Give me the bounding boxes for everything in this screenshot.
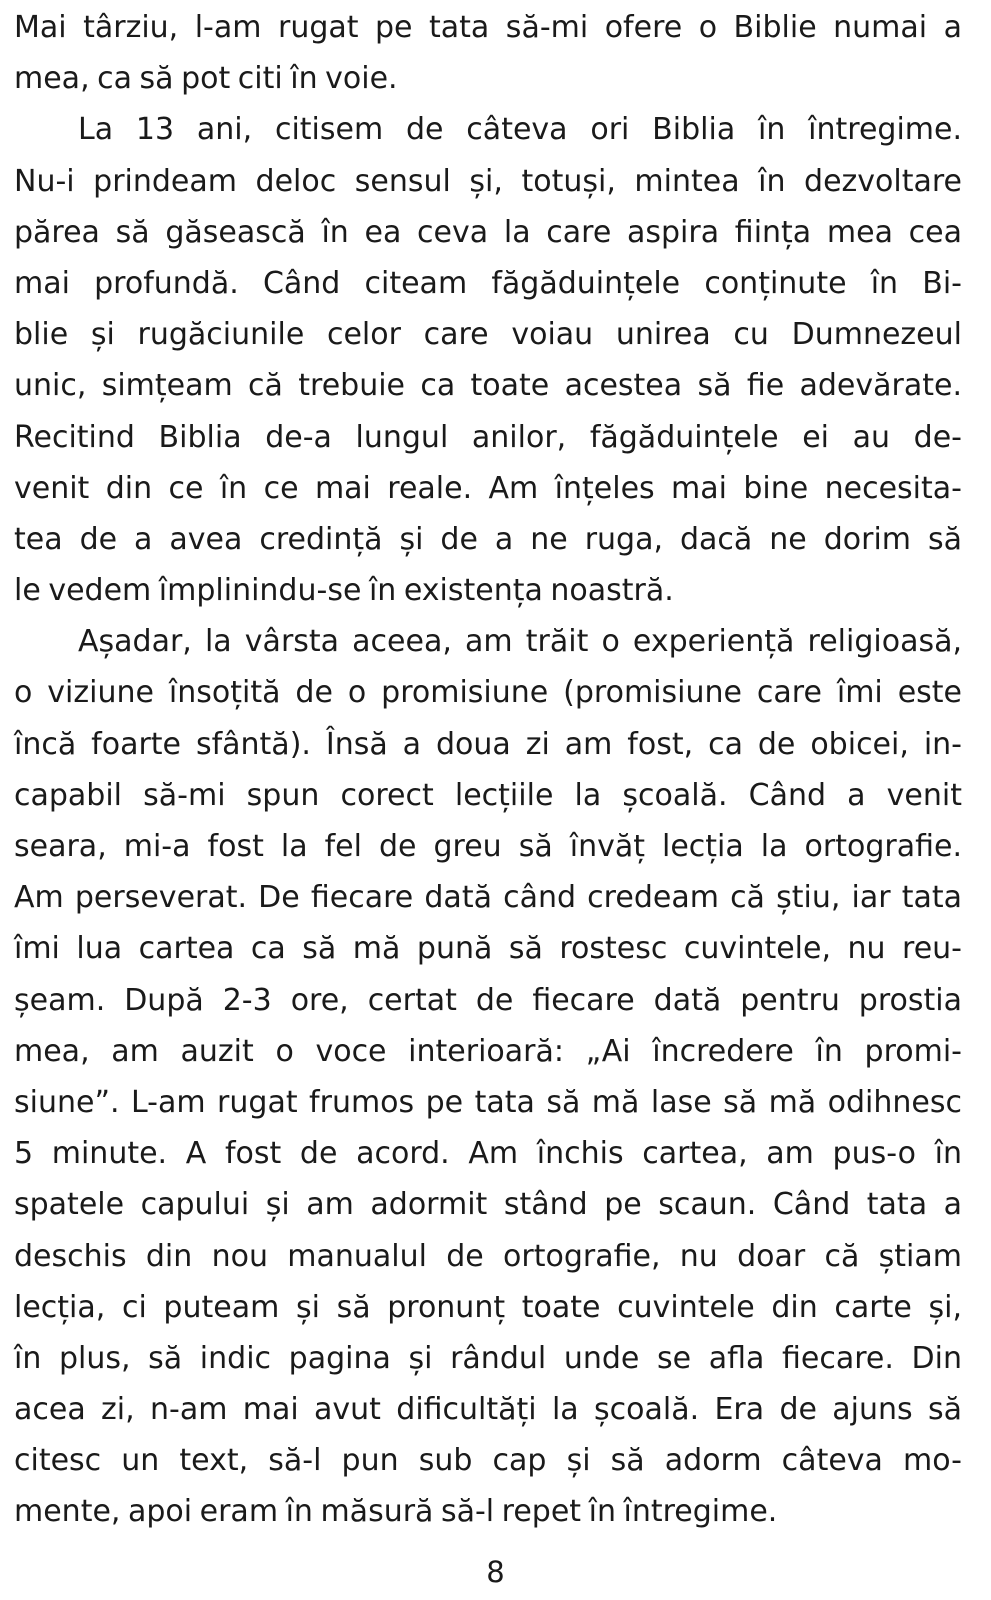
text-line: mente, apoi eram în măsură să-l repet în întregime. (14, 1494, 778, 1530)
text-line: citesc un text, să-l pun sub cap și să adorm câteva mo- (14, 1443, 962, 1479)
text-line: blie și rugăciunile celor care voiau unirea cu Dumnezeul (14, 317, 962, 353)
text-line: seara, mi-a fost la fel de greu să învăț lecția la ortografie. (14, 829, 962, 864)
text-line: le vedem împlinindu-se în existența noastră. (14, 573, 674, 609)
text-line: siune”. L-am rugat frumos pe tata să mă lase să mă odihnesc (14, 1084, 962, 1120)
text-line: 5 minute. A fost de acord. Am închis cartea, am pus-o în (14, 1136, 962, 1172)
text-line: părea să găsească în ea ceva la care aspira ființa mea cea (14, 214, 962, 250)
text-line: spatele capului și am adormit stând pe scaun. Când tata a (14, 1187, 962, 1223)
text-line: o viziune însoțită de o promisiune (promisiune care îmi este (14, 675, 962, 711)
text-line: mea, ca să pot citi în voie. (14, 61, 398, 97)
text-line: Am perseverat. De fiecare dată când credeam că știu, iar tata (14, 880, 962, 916)
text-line: mea, am auzit o voce interioară: „Ai încredere în promi- (14, 1033, 962, 1069)
text-line: capabil să-mi spun corect lecțiile la școală. Când a venit (14, 777, 962, 813)
text-line: tea de a avea credință și de a ne ruga, dacă ne dorim să (14, 521, 962, 557)
text-line: acea zi, n-am mai avut dificultăți la școală. Era de ajuns să (14, 1392, 962, 1428)
text-line: în plus, să indic pagina și rândul unde se afla fiecare. Din (14, 1340, 962, 1376)
page-number: 8 (486, 1555, 505, 1589)
text-line: îmi lua cartea ca să mă pună să rostesc cuvintele, nu reu- (14, 931, 962, 967)
text-line: lecția, ci puteam și să pronunț toate cuvintele din carte și, (14, 1289, 962, 1325)
text-line: unic, simțeam că trebuie ca toate acestea să fie adevărate. (14, 368, 962, 404)
text-line: Mai târziu, l-am rugat pe tata să-mi ofere o Biblie numai a (14, 10, 962, 45)
text-line: Nu-i prindeam deloc sensul și, totuși, mintea în dezvoltare (14, 163, 962, 199)
text-line: încă foarte sfântă). Însă a doua zi am fost, ca de obicei, in- (14, 726, 962, 762)
text-line: șeam. După 2-3 ore, certat de fiecare dată pentru prostia (14, 982, 962, 1018)
text-line: venit din ce în ce mai reale. Am înțeles mai bine necesita- (14, 470, 962, 506)
text-line: Recitind Biblia de-a lungul anilor, făgăduințele ei au de- (14, 419, 962, 455)
text-line: La 13 ani, citisem de câteva ori Biblia în întregime. (78, 112, 962, 148)
text-line: mai profundă. Când citeam făgăduințele conținute în Bi- (14, 265, 962, 301)
text-line: deschis din nou manualul de ortografie, nu doar că știam (14, 1238, 962, 1274)
text-line: Așadar, la vârsta aceea, am trăit o experiență religioasă, (78, 624, 962, 660)
body-text (14, 2, 962, 1538)
